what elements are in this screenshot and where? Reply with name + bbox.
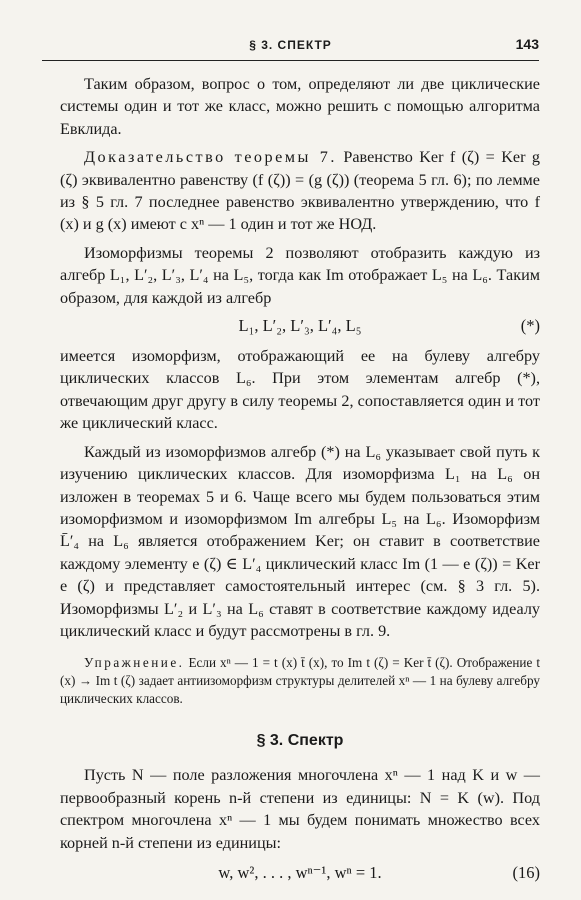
exercise-text: [60, 654, 540, 708]
proof-text: Равенство Ker f (ζ) = Ker g (ζ) эквивалентно равенству (f (ζ)) = (g (ζ)) (теорема 5 гл. 6); по лемме из § 5 гл. 7 последнее равенство эквивалентно утверждению, что f (x) и g (x) имеют с xⁿ — 1 один и тот же НОД.: [60, 148, 540, 234]
page-header: [42, 34, 539, 61]
paragraph-proof: [60, 146, 540, 236]
formula-16: [60, 856, 540, 890]
formula-16-tag: (16): [512, 862, 540, 882]
paragraph-each-isomorphism: Каждый из изоморфизмов алгебр (*) на L₆ указывает свой путь к изучению циклических классов. Для изоморфизма L₁ на L₆ он изложен в теоремах 5 и 6. Чаще всего мы будем пользоваться этим изоморфизмом и изоморфизмом Im алгебры L₅ на L₆. Изоморфизм L̄′₄ на L₆ является отображением Ker; он ставит в соответствие каждому элементу e (ζ) ∈ L′₄ циклический класс Im (1 — e (ζ)) = Ker e (ζ) и представляет самостоятельный интерес (см. § 3 гл. 5). Изоморфизмы L′₂ и L′₃ на L₆ ставят в соответствие каждому идеалу циклический класс и будут рассмотрены в гл. 9.: [60, 442, 540, 640]
proof-label: Доказательство теоремы 7.: [84, 148, 337, 167]
formula-star: [60, 311, 540, 341]
running-head: § 3. СПЕКТР: [249, 38, 332, 52]
section-heading: § 3. Спектр: [256, 732, 344, 750]
formula-star-tag: (*): [520, 316, 540, 336]
exercise-block: [60, 654, 540, 708]
exercise-body: Если xⁿ — 1 = t (x) t̄ (x), то Im t (ζ) = Ker t̄ (ζ). Отображение t (x) → Im t (ζ) задает антиизоморфизм структуры делителей xⁿ — 1 на булеву алгебру циклических классов.: [60, 655, 540, 707]
page-number: 143: [515, 36, 539, 52]
exercise-label: Упражнение.: [84, 655, 185, 671]
paragraph-isomorphisms: Изоморфизмы теоремы 2 позволяют отобразить каждую из алгебр L₁, L′₂, L′₃, L′₄ на L₅, тогда как Im отображает L₅ на L₆. Таким образом, для каждой из алгебр: [60, 243, 540, 307]
formula-star-expression: L₁, L′₂, L′₃, L′₄, L₅: [238, 316, 362, 336]
paragraph-1: Таким образом, вопрос о том, определяют ли две циклические системы один и тот же класс, можно решить с помощью алгоритма Евклида.: [60, 75, 540, 138]
formula-16-expression: w, w², . . . , wⁿ⁻¹, wⁿ = 1.: [218, 862, 382, 882]
page-body: [60, 73, 540, 890]
paragraph-spectrum: Пусть N — поле разложения многочлена xⁿ — 1 над K и w — первообразный корень n-й степени из единицы: N = K (w). Под спектром многочлена xⁿ — 1 мы будем понимать множество всех корней n-й степени из единицы:: [60, 766, 540, 852]
paragraph-boolean-algebra: имеется изоморфизм, отображающий ее на булеву алгебру циклических классов L₆. При этом элементам алгебр (*), отвечающим друг другу в силу теоремы 2, сопоставляется один и тот же циклический класс.: [60, 347, 540, 433]
